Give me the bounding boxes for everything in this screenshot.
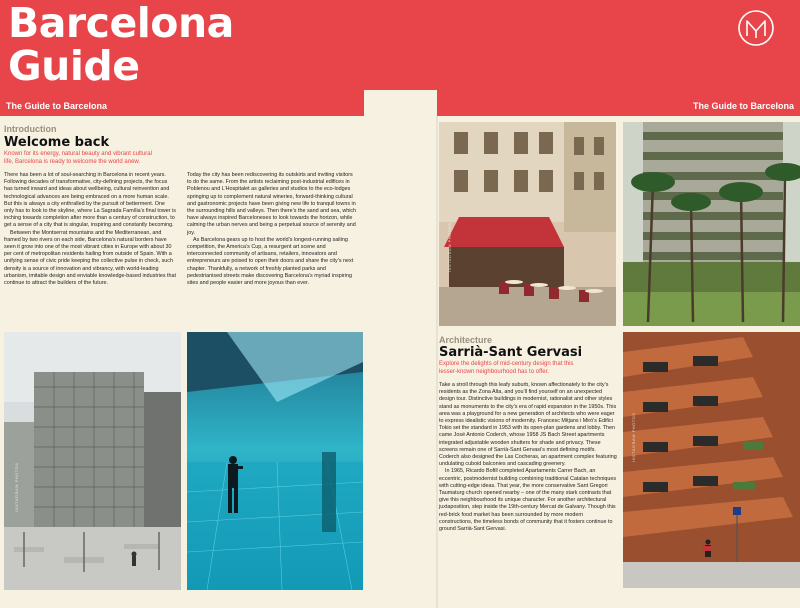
tagline-right: The Guide to Barcelona (692, 101, 794, 111)
header-gap (364, 90, 437, 116)
intro-column-1 (4, 172, 176, 287)
museum-building-photo (4, 332, 181, 590)
intro-paragraph: Between the Montserrat mountains and the Mediterranean, and framed by two rivers on each side, Barcelona’s natural borders have seen it grow into one of the most vibrant cities in Europe with about 30 per cent of metropolitan residents hailing from outside of Spain. With a unifying sense of civic pride keeping the collective pulse in check, such density is a source of innovation and vibrancy, with world-leading urbanism, imitable design and enviable knowledge-based industries that continue to attract the builders of the future. (4, 229, 177, 287)
guide-title-line2: Guide (8, 42, 140, 90)
intro-dek-line2: life, Barcelona is ready to welcome the world anew. (4, 159, 141, 165)
street-cafe-photo (439, 122, 616, 326)
tagline-left: The Guide to Barcelona (6, 101, 108, 111)
page-fold (436, 116, 438, 608)
intro-paragraph: There has been a lot of soul-searching in Barcelona in recent years. Following decades of transformative, city-defining projects, the focus has turned inward and ideas about wellbeing, cultural reinvention and technological advances are being embraced on a more human scale. But this is always a city enthralled by the pursuit of betterment. One only has to look to the skyline, where La Sagrada Família’s final tower is inching towards completion after more than a century of construction, to get a sense of a city that is singular, inspiring and constantly becoming. (4, 172, 176, 229)
architecture-body (439, 382, 617, 533)
architecture-kicker: Architecture (439, 335, 493, 345)
intro-dek (4, 150, 169, 166)
guide-title (8, 2, 308, 88)
photo-credit: INSTAGRAM PHOTOS (14, 462, 19, 512)
blue-pool-installation-photo (187, 332, 363, 590)
palm-garden-tower-photo (623, 122, 800, 326)
architecture-dek-line1: Explore the delights of mid-century design that this (439, 361, 574, 367)
guide-title-line1: Barcelona (8, 0, 234, 47)
intro-paragraph: As Barcelona gears up to host the world’s longest-running sailing competition, the America’s Cup, a resurgent art scene and interconnected community of artisans, retailers, innovators and entrepreneurs are poised to open their doors and share the city’s next chapter. Thankfully, a network of freshly planted parks and pedestrianised streets make discovering Barcelona’s myriad inspiring sites and people easier and more joyous than ever. (187, 236, 354, 287)
architecture-title: Sarrià-Sant Gervasi (439, 345, 583, 360)
intro-kicker: Introduction (4, 124, 57, 134)
monocle-logo-icon (736, 8, 776, 48)
intro-title: Welcome back (4, 135, 110, 150)
intro-paragraph: Today the city has been rediscovering its outskirts and inviting visitors to do the same. From the artists reclaiming post-industrial edifices in Poblenou and L’Hospitalet as galleries and studios to the eco-lodges springing up to complement natural wineries, forward-thinking cultural and gastronomic projects have been giving new life to tranquil towns in the surrounding hills and valleys. Then there’s the sand and sea, which have always inspired Barceloneses to look towards the horizon, while calming the urban nerves and being a perpetual source of serenity and joy. (187, 172, 357, 236)
architecture-dek-line2: lesser-known neighbourhood has to offer. (439, 369, 549, 375)
photo-credit: INSTAGRAM PHOTOS (631, 412, 636, 462)
architecture-dek (439, 360, 609, 376)
architecture-paragraph: In 1965, Ricardo Bofill completed Apartaments Carrer Bach, an eccentric, postmodernist building combining traditional Catalan techniques with cutting-edge ideas. That year, the more conservative Sant Gregori Taumaturg church opened nearby – one of the many stark contrasts that give this neighbourhood its unique character. For another architectural juxtaposition, step inside the 19th-century Mercat de Galvany. Though this red-brick food market has been surrounded by more modern constructions, the timeless bonds of community that it fosters continue to ground Sarrià-Sant Gervasi. (439, 468, 617, 533)
photo-credit: INSTAGRAM PHOTOS (447, 222, 452, 272)
intro-dek-line1: Known for its energy, natural beauty and vibrant cultural (4, 151, 152, 157)
intro-column-2 (187, 172, 357, 287)
architecture-paragraph: Take a stroll through this leafy suburb, known affectionately to the city’s residents as the Zona Alta, and you’ll find yourself on an unexpected design tour. Distinctive buildings in modernist, rationalist and other styles stand as monuments to the city’s era of rapid expansion in the 1950s. This area was a playground for a new generation of architects who were eager to express idealistic visions of modernity. Francesc Mitjans i Miró’s Edifici Tokio set the standard in 1953 with its open-plan gardens and lobby. Then came José Antonio Coderch, whose 1958 JS Bach Street apartments integrated adjustable wooden shutters for shade and privacy. These screens remain one of Sarrià-Sant Gervasi’s most defining motifs. Coderch also designed the Las Cocheras, an apartment complex featuring undulating cuboid balconies and cascading greenery. (439, 382, 617, 468)
brick-balcony-building-photo (623, 332, 800, 588)
